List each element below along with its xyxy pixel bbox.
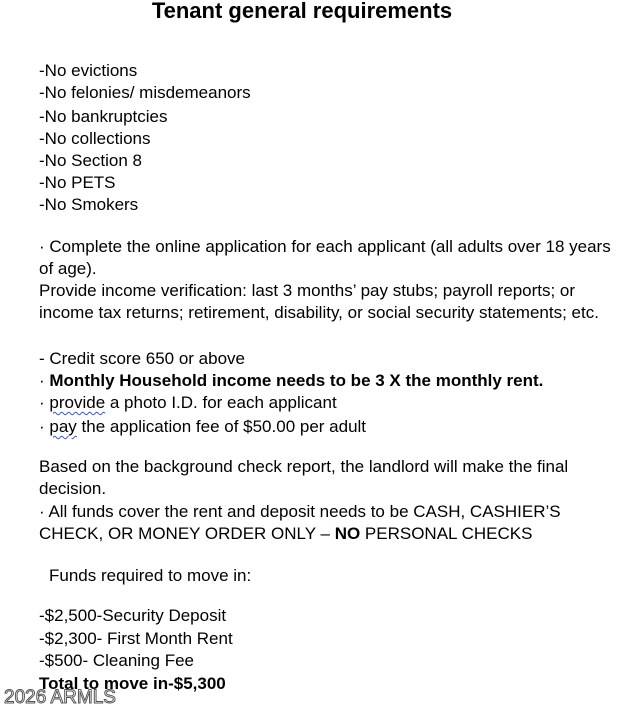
payment-method-no: NO xyxy=(334,524,361,543)
income-requirement xyxy=(39,371,543,391)
payment-method-suffix: PERSONAL CHECKS xyxy=(360,524,533,543)
fee-text: the application fee of $50.00 per adult xyxy=(76,417,367,436)
spellcheck-word: pay xyxy=(49,417,77,436)
bullet: · xyxy=(39,393,50,412)
income-rule-text: Monthly Household income needs to be 3 X the monthly rent. xyxy=(49,371,544,390)
background-check-text: Based on the background check report, the landlord will make the final decision. xyxy=(39,457,569,498)
income-verification-text: Provide income verification: last 3 months’ pay stubs; payroll reports; or income tax returns; retirement, disability, or social security statements; etc. xyxy=(39,281,599,322)
restriction-item: -No PETS xyxy=(39,173,116,192)
bullet: · xyxy=(39,417,50,436)
watermark: 2026 ARMLS xyxy=(4,687,116,708)
spellcheck-word: provide xyxy=(49,393,106,412)
restriction-item: -No Smokers xyxy=(39,195,139,214)
photo-id-requirement xyxy=(39,393,337,413)
restriction-item: -No bankruptcies xyxy=(39,107,168,126)
application-instruction: · Complete the online application for each applicant (all adults over 18 years of age). xyxy=(39,237,611,278)
application-fee-requirement xyxy=(39,417,366,437)
payment-method-prefix: · All funds cover the rent and deposit needs to be CASH, CASHIER’S CHECK, OR MONEY ORDER ONLY – xyxy=(39,502,561,543)
restriction-item: -No Section 8 xyxy=(39,151,142,170)
payment-method-text xyxy=(39,501,629,545)
move-in-item: -$500- Cleaning Fee xyxy=(39,651,194,670)
credit-score-requirement: - Credit score 650 or above xyxy=(39,349,245,368)
bullet: · xyxy=(39,371,50,390)
move-in-heading: Funds required to move in: xyxy=(49,566,252,585)
photo-id-text: a photo I.D. for each applicant xyxy=(105,393,337,412)
move-in-item: -$2,500-Security Deposit xyxy=(39,606,227,625)
document-title: Tenant general requirements xyxy=(151,0,453,23)
move-in-total: Total to move in-$5,300 xyxy=(39,674,226,693)
restriction-item: -No evictions xyxy=(39,61,138,80)
restriction-item: -No collections xyxy=(39,129,151,148)
restriction-item: -No felonies/ misdemeanors xyxy=(39,83,251,102)
move-in-item: -$2,300- First Month Rent xyxy=(39,629,233,648)
